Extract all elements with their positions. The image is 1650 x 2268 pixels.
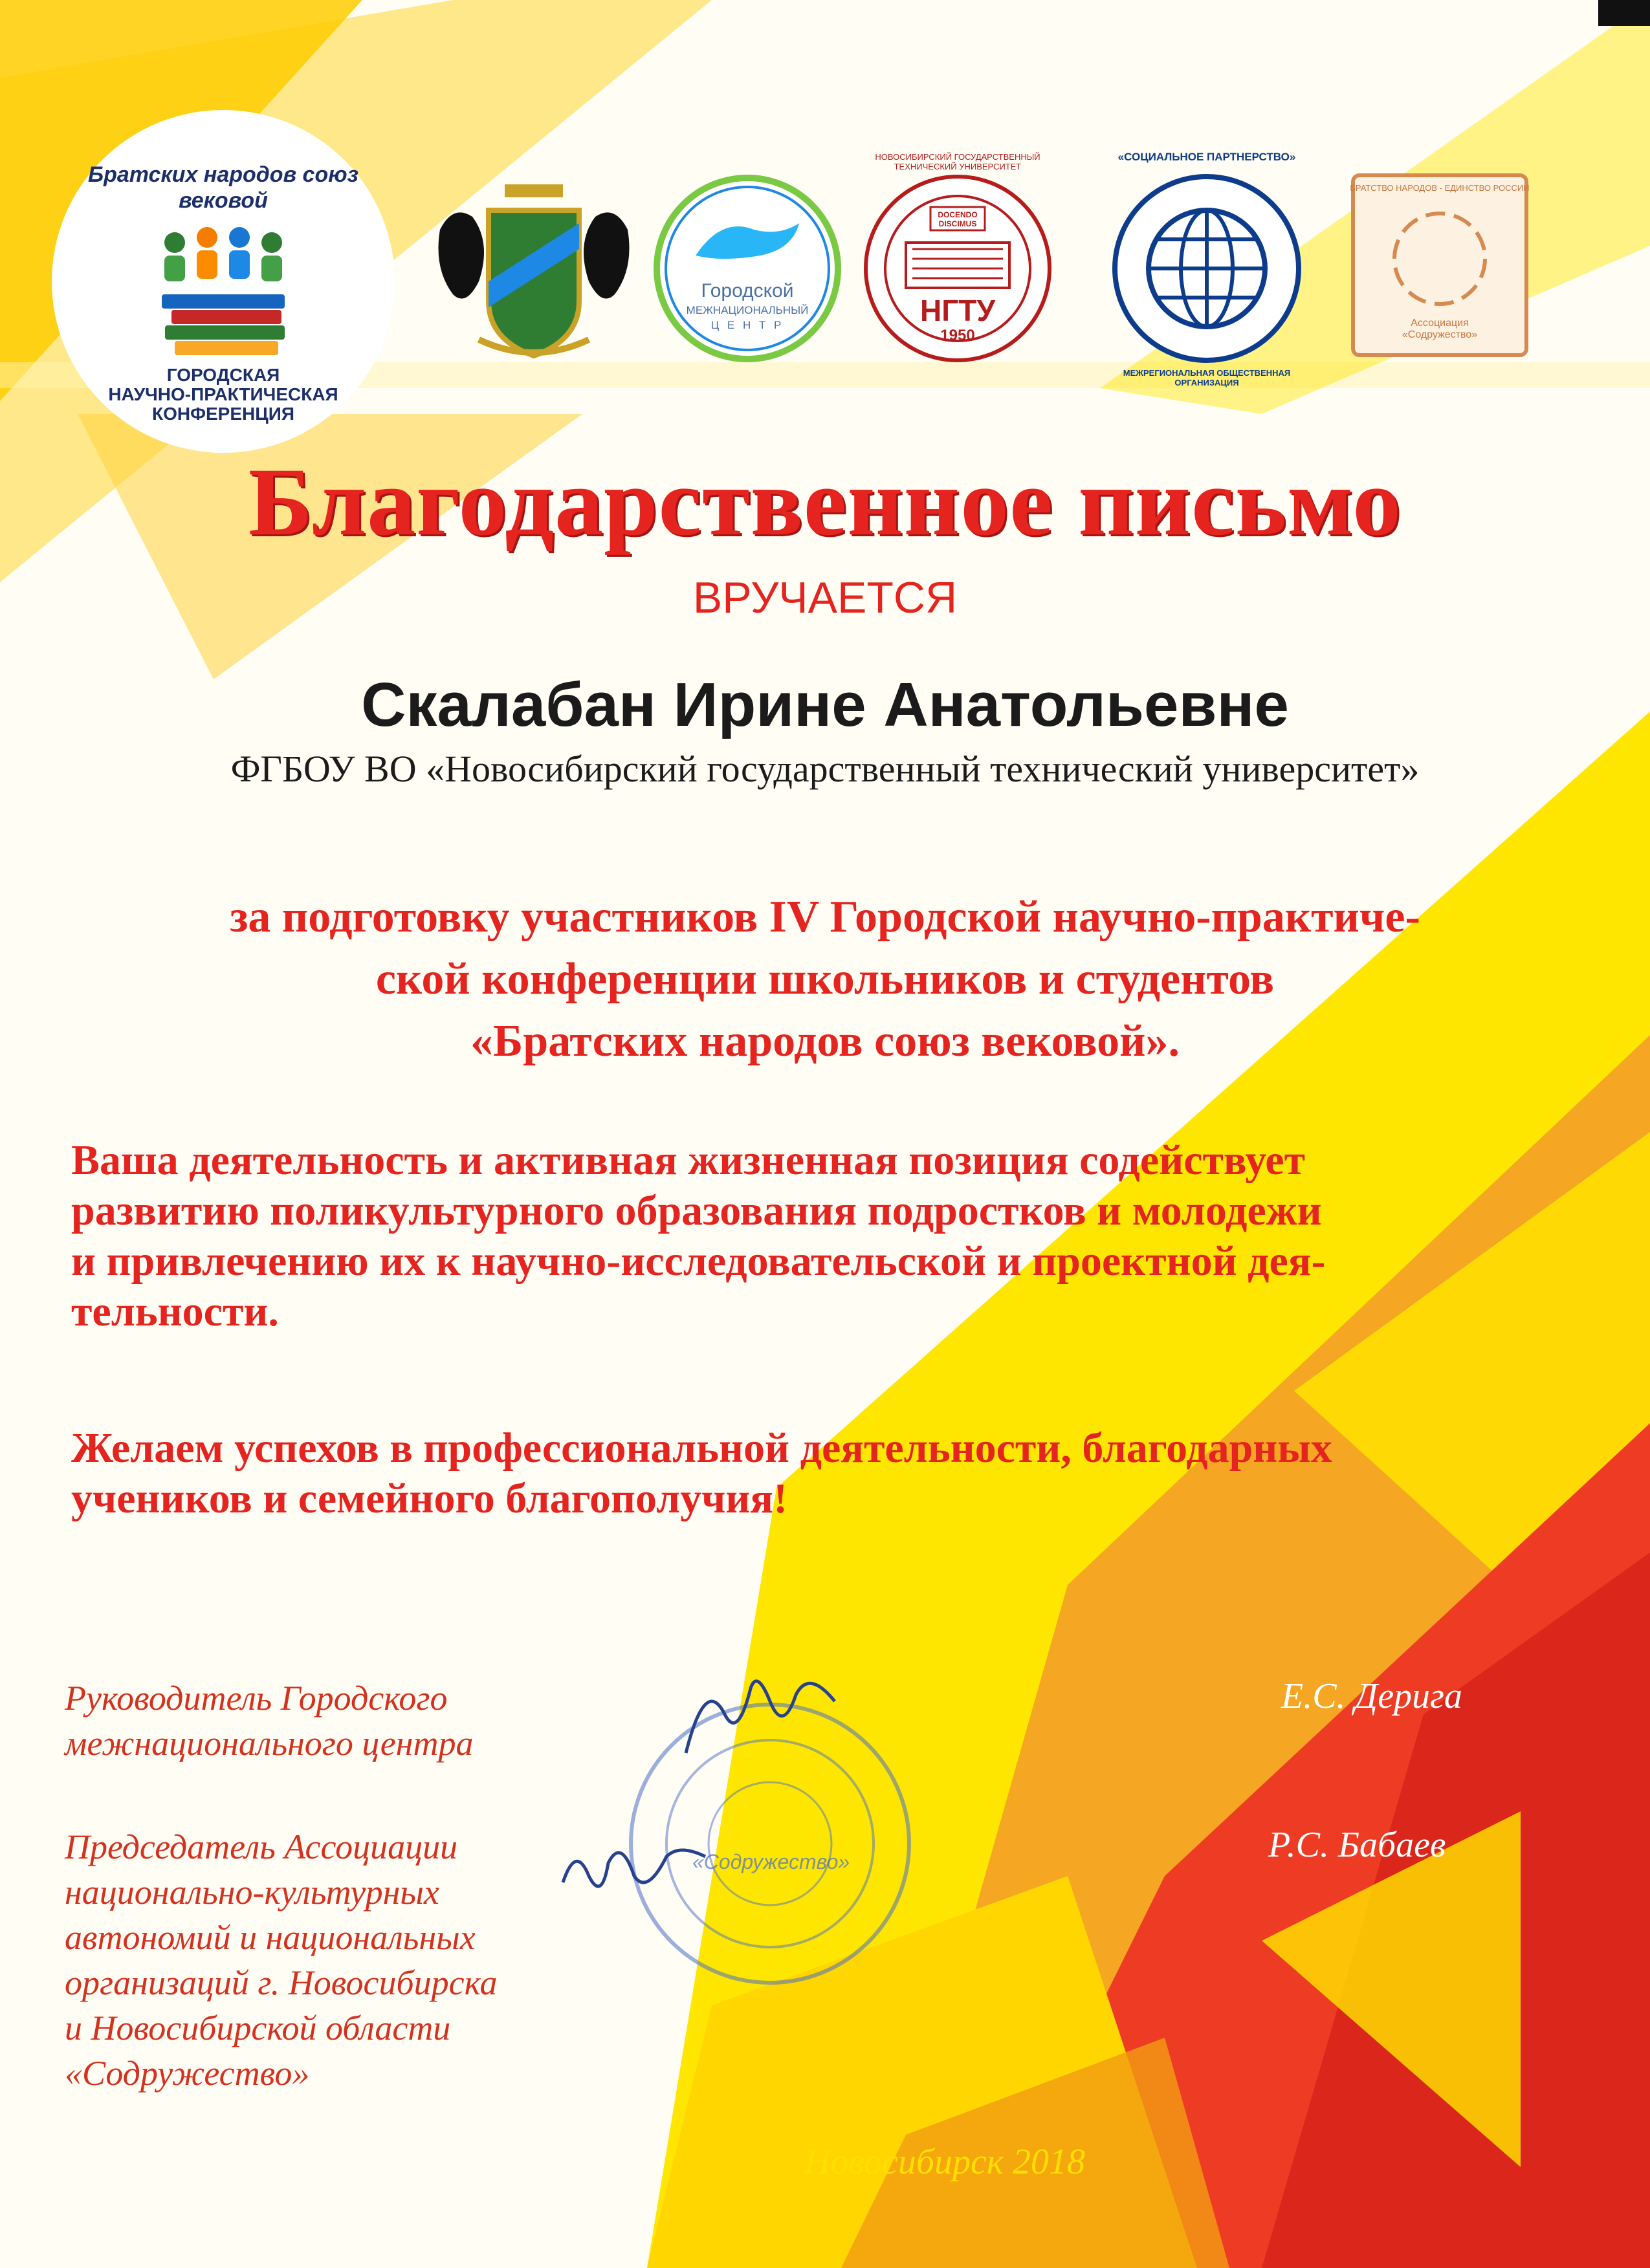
- caption-line: «Содружество»: [1402, 329, 1478, 340]
- role-line: организаций г. Новосибирска: [65, 1963, 498, 2002]
- reason-line: за подготовку участников IV Городской научно-практиче-: [230, 892, 1420, 942]
- city-center-logo: [650, 171, 844, 365]
- reason-line: ской конференции школьников и студентов: [375, 954, 1275, 1004]
- conference-logo-caption: [52, 365, 395, 424]
- signature-2: [556, 1831, 725, 1908]
- conference-logo: [52, 110, 395, 453]
- caption-line: ГОРОДСКАЯ: [166, 365, 280, 385]
- wish-line: Желаем успехов в профессиональной деятельности, благодарных: [71, 1424, 1332, 1472]
- role-line: национально-культурных: [65, 1873, 439, 1912]
- city-center-emblem-icon: [650, 171, 844, 365]
- university-abbr: НГТУ: [919, 294, 995, 327]
- association-logo: [1349, 171, 1530, 359]
- wish-line: учеников и семейного благополучия!: [71, 1475, 788, 1522]
- city-center-middle-text: МЕЖНАЦИОНАЛЬНЫЙ: [686, 304, 809, 316]
- stamp-center-text: «Содружество»: [692, 1850, 850, 1873]
- social-partnership-bottom-text: МЕЖРЕГИОНАЛЬНАЯ ОБЩЕСТВЕННАЯ ОРГАНИЗАЦИЯ: [1123, 368, 1291, 387]
- globe-icon: [1110, 171, 1304, 365]
- body-line: развитию поликультурного образования подростков и молодежи: [71, 1187, 1322, 1234]
- university-ring-text: НОВОСИБИРСКИЙ ГОСУДАРСТВЕННЫЙ ТЕХНИЧЕСКИЙ УНИВЕРСИТЕТ: [875, 152, 1040, 171]
- recipient-organization: ФГБОУ ВО «Новосибирский государственный технический университет»: [230, 748, 1420, 790]
- body-paragraph: [71, 1135, 1534, 1337]
- signature-1: [673, 1656, 867, 1785]
- role-line: межнационального центра: [65, 1724, 474, 1763]
- body-line: и привлечению их к научно-исследовательской и проектной дея-: [71, 1238, 1326, 1285]
- document-title: Благодарственное письмо: [248, 448, 1402, 556]
- city-center-top-text: Городской: [701, 280, 794, 301]
- body-line: тельности.: [71, 1288, 279, 1335]
- association-ring-text: БРАТСТВО НАРОДОВ - ЕДИНСТВО РОССИИ: [1350, 183, 1530, 193]
- role-line: и Новосибирской области: [65, 2009, 451, 2047]
- social-partnership-top-text: «СОЦИАЛЬНОЕ ПАРТНЕРСТВО»: [1117, 151, 1296, 163]
- caption-line: КОНФЕРЕНЦИЯ: [152, 404, 294, 424]
- caption-line: Ассоциация: [1411, 318, 1469, 329]
- wishes-paragraph: [71, 1423, 1534, 1524]
- caption-line: НАУЧНО-ПРАКТИЧЕСКАЯ: [108, 384, 338, 404]
- footer-place-year: Новосибирск 2018: [804, 2142, 1086, 2182]
- role-line: автономий и национальных: [65, 1918, 476, 1957]
- association-caption: [1349, 318, 1530, 341]
- role-line: «Содружество»: [65, 2054, 310, 2093]
- signatory-1-name: Е.С. Дерига: [1281, 1676, 1462, 1716]
- body-line: Ваша деятельность и активная жизненная позиция содействует: [71, 1137, 1306, 1184]
- city-coat-of-arms-icon: [427, 171, 641, 365]
- signatory-2-name: Р.С. Бабаев: [1268, 1825, 1446, 1865]
- university-motto: DOCENDO DISCIMUS: [938, 210, 978, 228]
- recipient-name: Скалабан Ирине Анатольевне: [361, 670, 1289, 739]
- reason-line: «Братских народов союз вековой».: [470, 1016, 1180, 1066]
- city-center-bottom-text: Ц Е Н Т Р: [710, 319, 784, 331]
- role-line: Руководитель Городского: [65, 1679, 448, 1717]
- award-reason: [78, 886, 1572, 1073]
- signatory-1-role: [65, 1675, 647, 1766]
- conference-logo-slogan: Братских народов союз вековой: [88, 162, 358, 213]
- role-line: Председатель Ассоциации: [65, 1827, 458, 1866]
- university-logo: [861, 152, 1055, 365]
- social-partnership-logo: [1110, 151, 1304, 387]
- people-books-icon: [149, 223, 298, 365]
- awarded-label: ВРУЧАЕТСЯ: [692, 573, 958, 622]
- university-year: 1950: [940, 327, 975, 344]
